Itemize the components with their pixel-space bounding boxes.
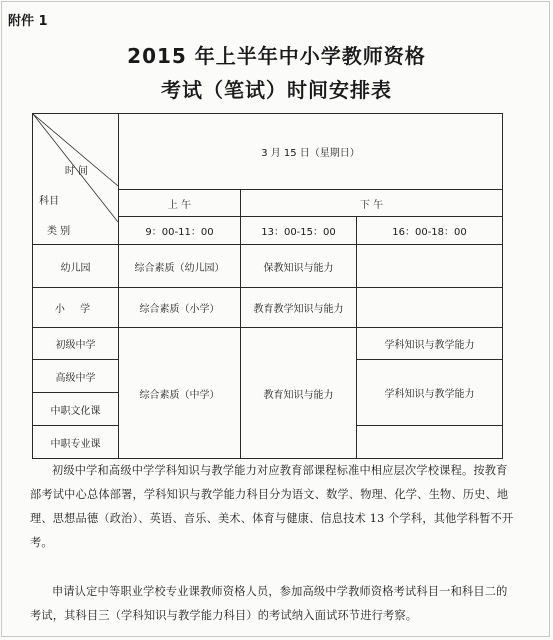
time-slot-3: 16：00-18：00 [357,217,503,245]
afternoon-header-cell: 下 午 [241,190,503,217]
header-corner-cell [33,114,119,245]
category-kindergarten: 幼儿园 [33,245,119,288]
empty-cell [357,245,503,288]
time-slot-2: 13：00-15：00 [241,217,357,245]
corner-label-subject: 科目 [39,196,59,207]
table-row [33,114,503,190]
category-junior-middle: 初级中学 [33,328,119,360]
subject-cell: 学科知识与教学能力 [357,328,503,360]
date-header-cell: 3 月 15 日（星期日） [119,114,503,190]
category-vocational-general: 中职文化课 [33,393,119,426]
note-paragraph-1: 初级中学和高级中学学科知识与教学能力对应教育部课程标准中相应层次学校课程。按教育部考试中心总体部署，学科知识与教学能力科目分为语文、数学、物理、化学、生物、历史、地理、思想品德（政治）、英语、音乐、美术、体育与健康、信息技术 13 个学科，其他学科暂不开考。 [30,464,514,549]
subject-cell: 学科知识与教学能力 [357,360,503,426]
category-vocational-professional: 中职专业课 [33,426,119,459]
attachment-label: 附件 1 [8,14,48,29]
subject-cell: 综合素质（幼儿园） [119,245,241,288]
table-row [33,328,503,360]
subject-cell: 综合素质（中学） [119,328,241,459]
corner-label-category: 类 别 [47,226,71,237]
table-row [33,288,503,328]
morning-header-cell: 上 午 [119,190,241,217]
note-paragraph-2: 申请认定中等职业学校专业课教师资格人员，参加高级中学教师资格考试科目一和科目二的考试，其科目三（学科知识与教学能力科目）的考试纳入面试环节进行考察。 [30,585,508,622]
subject-cell: 综合素质（小学） [119,288,241,328]
table-row [33,245,503,288]
category-senior-high: 高级中学 [33,360,119,393]
exam-schedule-table [32,113,503,459]
category-primary: 小 学 [33,288,119,328]
document-title-line-2: 考试（笔试）时间安排表 [161,78,392,102]
empty-cell [357,426,503,459]
document-title-line-1: 2015 年上半年中小学教师资格 [127,44,426,68]
subject-cell: 教育知识与能力 [241,328,357,459]
empty-cell [357,288,503,328]
time-slot-1: 9：00-11：00 [119,217,241,245]
subject-cell: 教育教学知识与能力 [241,288,357,328]
corner-label-time: 时 间 [64,166,88,177]
diagonal-divider-lines [33,114,118,244]
subject-cell: 保教知识与能力 [241,245,357,288]
